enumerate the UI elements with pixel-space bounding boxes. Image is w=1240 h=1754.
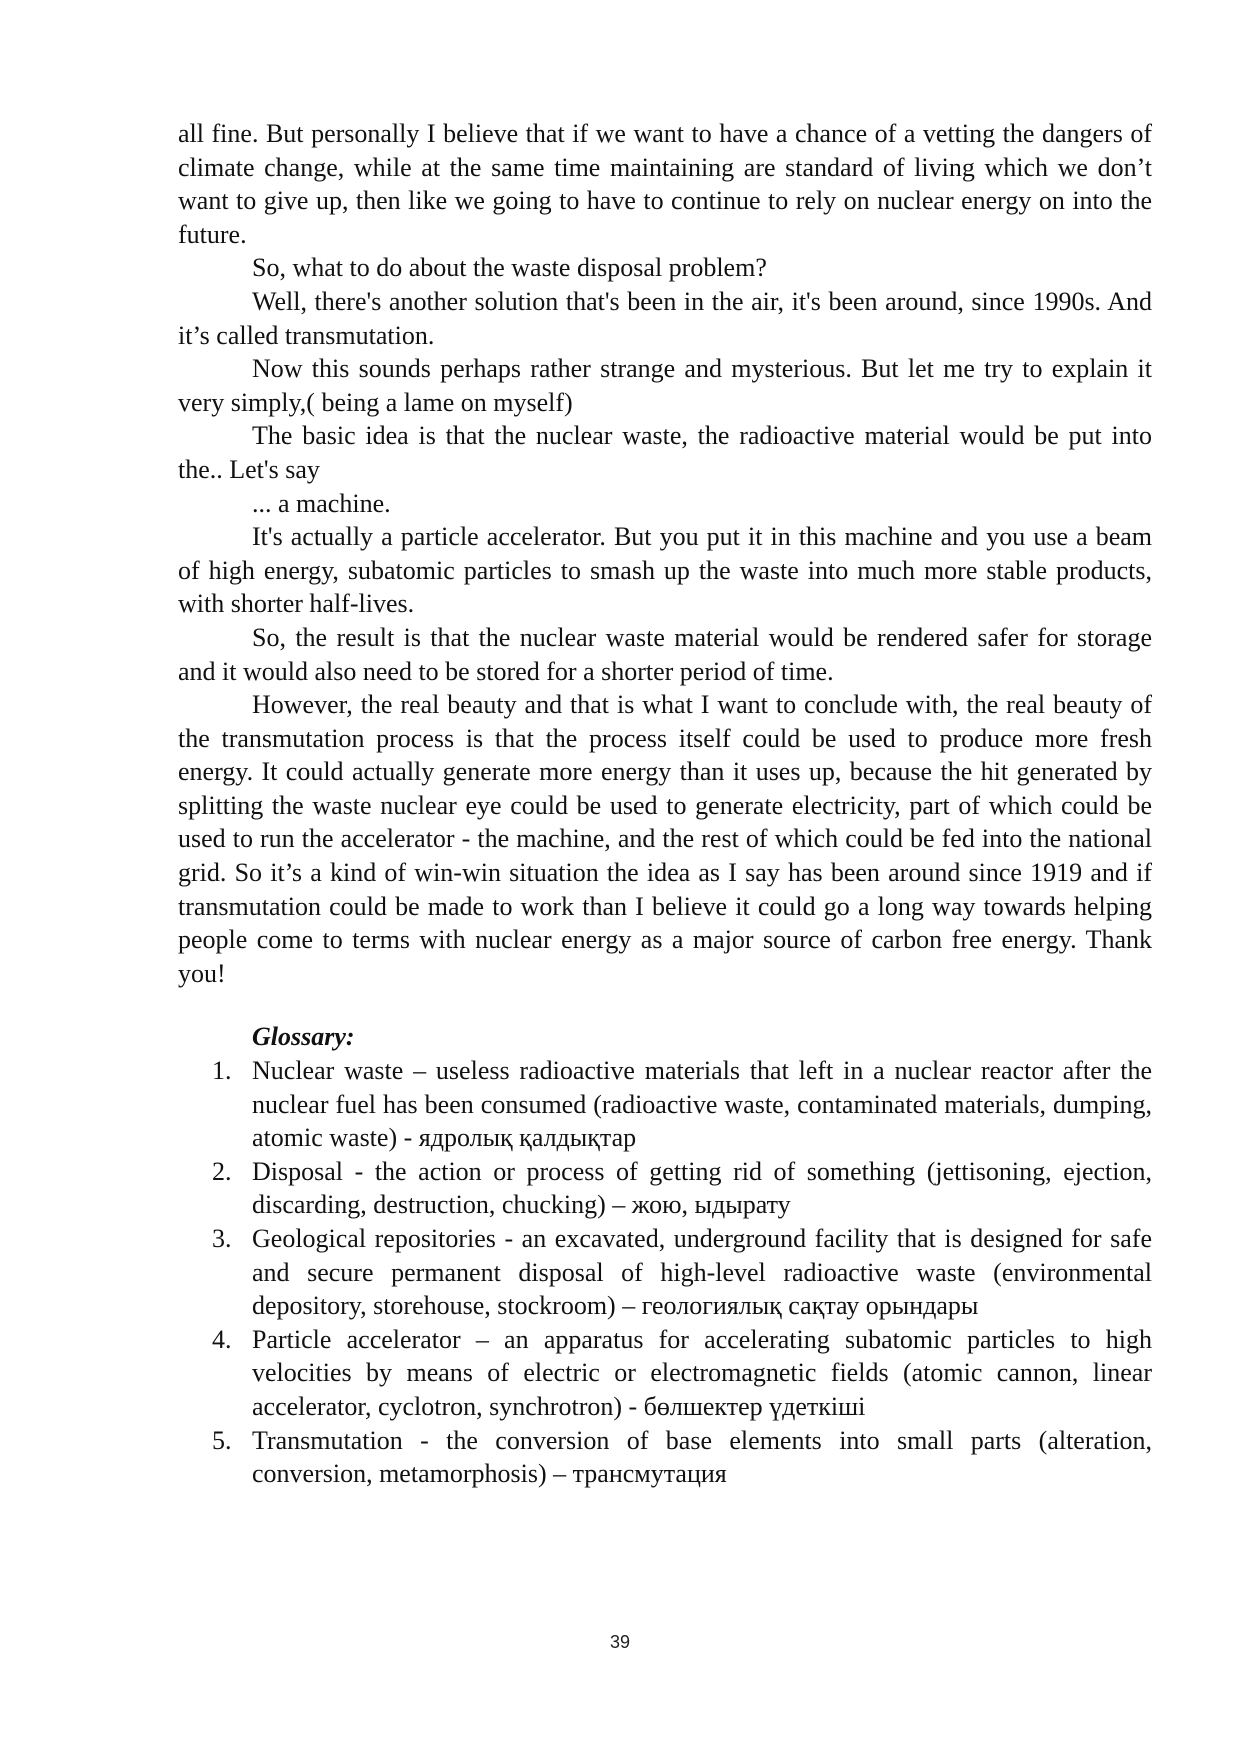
page-number: 39 xyxy=(609,1632,631,1652)
glossary-item-text: Particle accelerator – an apparatus for accelerating subatomic particles to high velocities by means of electric or electromagnetic fields (atomic cannon, linear accelerator, cyclotron, synchrotron) - бөлшектер үдеткіші xyxy=(252,1324,1152,1421)
glossary-item-number: 5. xyxy=(212,1425,232,1455)
paragraph: Well, there's another solution that's been in the air, it's been around, since 1990s. And it’s called transmutation. xyxy=(178,286,1152,350)
glossary-item-number: 2. xyxy=(212,1156,232,1186)
glossary-item-number: 1. xyxy=(212,1056,232,1086)
paragraph: ... a machine. xyxy=(252,488,391,518)
glossary-item-text: Transmutation - the conversion of base elements into small parts (alteration, conversion, metamorphosis) – трансмутация xyxy=(252,1425,1152,1489)
paragraph: However, the real beauty and that is what I want to conclude with, the real beauty of the transmutation process is that the process itself could be used to produce more fresh energy. It could actually generate more energy than it uses up, because the hit generated by splitting the waste nuclear eye could be used to generate electricity, part of which could be used to run the accelerator - the machine, and the rest of which could be fed into the national grid. So it’s a kind of win-win situation the idea as I say has been around since 1919 and if transmutation could be made to work than I believe it could go a long way towards helping people come to terms with nuclear energy as a major source of carbon free energy. Thank you! xyxy=(178,690,1152,988)
glossary-item-text: Disposal - the action or process of getting rid of something (jettisoning, ejection, discarding, destruction, chucking) – жою, ыдырату xyxy=(252,1156,1152,1220)
glossary-item xyxy=(178,1155,1152,1222)
body-text xyxy=(178,117,1152,1491)
paragraph: all fine. But personally I believe that if we want to have a chance of a vetting the dangers of climate change, while at the same time maintaining are standard of living which we don’t want to give up, then like we going to have to continue to rely on nuclear energy on into the future. xyxy=(178,119,1152,249)
glossary-item-number: 4. xyxy=(212,1324,232,1354)
paragraph: So, what to do about the waste disposal problem? xyxy=(252,253,767,283)
paragraph: Now this sounds perhaps rather strange and mysterious. But let me try to explain it very simply,( being a lame on myself) xyxy=(178,354,1152,417)
glossary-item-text: Geological repositories - an excavated, underground facility that is designed for safe and secure permanent disposal of high-level radioactive waste (environmental depository, storehouse, stockroom) – геологиялық сақтау орындары xyxy=(252,1224,1152,1321)
glossary-item xyxy=(178,1323,1152,1424)
glossary-item-number: 3. xyxy=(212,1224,232,1253)
glossary-item xyxy=(178,1222,1152,1323)
paragraph: The basic idea is that the nuclear waste, the radioactive material would be put into the.. Let's say xyxy=(178,421,1152,484)
glossary-title: Glossary: xyxy=(252,1022,355,1052)
glossary-item xyxy=(178,1424,1152,1491)
glossary-list xyxy=(178,1054,1152,1491)
glossary-item xyxy=(178,1054,1152,1155)
paragraph: So, the result is that the nuclear waste material would be rendered safer for storage and it would also need to be stored for a shorter period of time. xyxy=(178,622,1152,686)
glossary-item-text: Nuclear waste – useless radioactive materials that left in a nuclear reactor after the nuclear fuel has been consumed (radioactive waste, contaminated materials, dumping, atomic waste) - ядролық қалдықтар xyxy=(252,1056,1152,1153)
paragraph: It's actually a particle accelerator. But you put it in this machine and you use a beam of high energy, subatomic particles to smash up the waste into much more stable products, with shorter half-lives. xyxy=(178,522,1152,619)
